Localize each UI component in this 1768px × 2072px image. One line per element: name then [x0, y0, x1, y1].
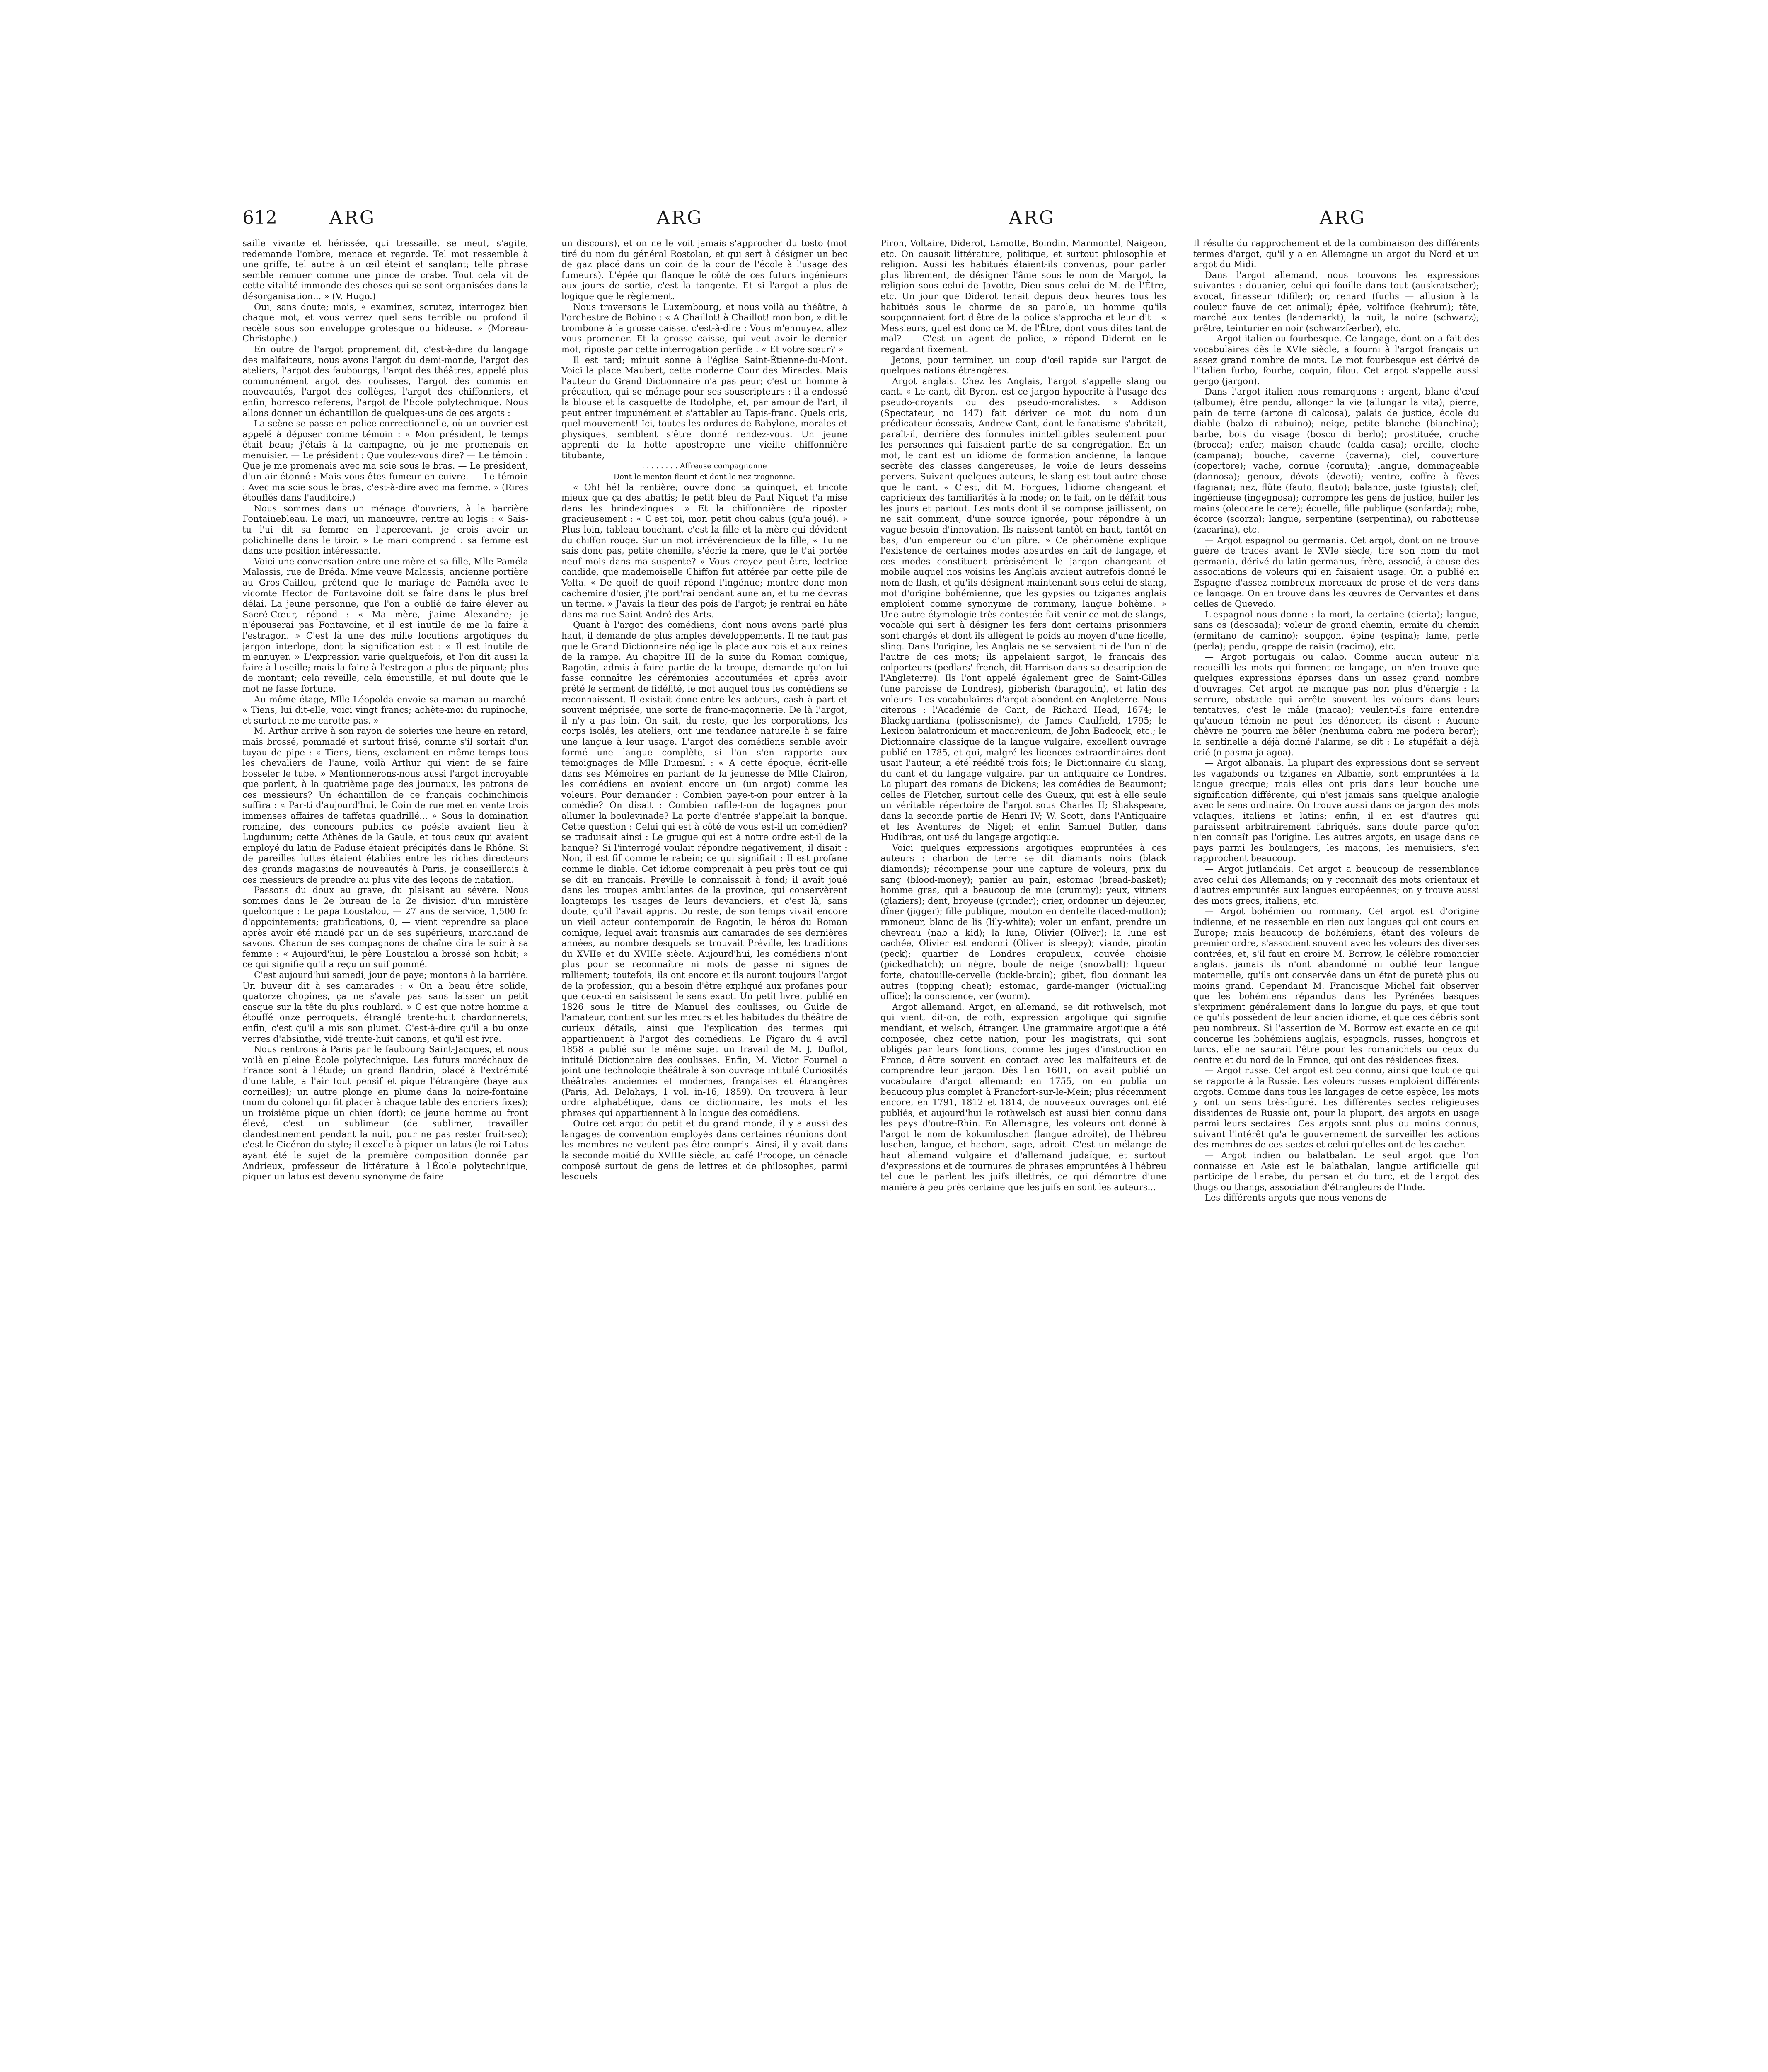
paragraph: Dans l'argot italien nous remarquons : argent, blanc d'œuf (albume); être pendu, allonger la vie (allungar la vita); pierre, pain de terre (artone di calcosa), palais de justice, école du diable (balzo di rabuino); neige, petite blanche (bianchina); barbe, bois du visage (bosco di berlo); prostituée, cruche (brocca); enfer, maison chaude (calda casa); oreille, cloche (campana); bouche, caverne (caverna); ciel, couverture (copertore); vache, cornue (cornuta); langue, dommageable (dannosa); genoux, dévots (devoti); ventre, coffre à fèves (fagiana); nez, flûte (fauto, flauto); balance, juste (giusta); clef, ingénieuse (ingegnosa); corrompre les gens de justice, huiler les mains (oleccare le cere); écuelle, fille publique (sonfarda); robe, écorce (scorza); langue, serpentine (serpentina), ou rabotteuse (zacarina), etc. [1193, 387, 1479, 535]
paragraph: Il est tard; minuit sonne à l'église Saint-Étienne-du-Mont. Voici la place Maubert, cette moderne Cour des Miracles. Mais l'auteur du Grand Dictionnaire n'a pas peur; c'est un homme à précaution, qui se ménage pour ses souscripteurs : il a endossé la blouse et la casquette de Rodolphe, et, par amour de l'art, il peut entrer impunément et s'attabler au Tapis-franc. Quels cris, quel mouvement! Ici, toutes les ordures de Babylone, morales et physiques, semblent s'être donné rendez-vous. Un jeune apprenti de la hotte apostrophe une vieille chiffonnière titubante, [561, 355, 847, 460]
paragraph: Passons du doux au grave, du plaisant au sévère. Nous sommes dans le 2e bureau de la 2e division d'un ministère quelconque : Le papa Loustalou, — 27 ans de service, 1,500 fr. d'appointements; gratifications, 0, — vient reprendre sa place après avoir été mandé par un de ses supérieurs, marchand de savons. Chacun de ses compagnons de chaîne dira le soir à sa femme : « Aujourd'hui, le père Loustalou a brossé son habit; » ce qui signifie qu'il a reçu un suif pommé. [242, 885, 528, 970]
paragraph: Piron, Voltaire, Diderot, Lamotte, Boindin, Marmontel, Naigeon, etc. On causait littérature, politique, et surtout philosophie et religion. Aussi les habitués étaient-ils convenus, pour parler plus librement, de désigner l'âme sous le nom de Margot, la religion sous celui de Javotte, Dieu sous celui de M. de l'Être, etc. Un jour que Diderot tenait depuis deux heures tous les habitués sous le charme de sa parole, un homme qu'ils soupçonnaient fort d'être de la police s'approcha et leur dit : « Messieurs, quel est donc ce M. de l'Être, dont vous dites tant de mal? — C'est un agent de police, » répond Diderot en le regardant fixement. [880, 238, 1166, 354]
paragraph: — Argot italien ou fourbesque. Ce langage, dont on a fait des vocabulaires dès le XVIe siècle, a fourni à l'argot français un assez grand nombre de mots. Le mot fourbesque est dérivé de l'italien furbo, fourbe, coquin, filou. Cet argot s'appelle aussi gergo (jargon). [1193, 334, 1479, 386]
paragraph: — Argot russe. Cet argot est peu connu, ainsi que tout ce qui se rapporte à la Russie. Les voleurs russes emploient différents argots. Comme dans tous les langages de cette espèce, les mots y ont un sens très-figuré. Les différentes sectes religieuses dissidentes de Russie ont, pour la plupart, des argots en usage parmi leurs sectaires. Ces argots sont plus ou moins connus, suivant l'intérêt qu'a le gouvernement de surveiller les actions des membres de ces sectes et celui qu'elles ont de les cacher. [1193, 1065, 1479, 1150]
paragraph: « Oh! hé! la rentière; ouvre donc ta quinquet, et tricote mieux que ça des abattis; le petit bleu de Paul Niquet t'a mise dans les brindezingues. » Et la chiffonnière de riposter gracieusement : « C'est toi, mon petit chou cabus (qu'a joué). » Plus loin, tableau touchant, c'est la fille et la mère qui dévident du chiffon rouge. Sur un mot irrévérencieux de la fille, « Tu ne sais donc pas, petite chenille, s'écrie la mère, que le t'ai portée neuf mois dans ma suspente? » Vous croyez peut-être, lectrice candide, que mademoiselle Chiffon fut attérée par cette pile de Volta. « De quoi! de quoi! répond l'ingénue; montre donc mon cachemire d'osier, j'te port'rai pendant aune an, et tu me devras un terme. » J'avais la fleur des pois de l'argot; je rentrai en hâte dans ma rue Saint-André-des-Arts. [561, 482, 847, 620]
paragraph: — Argot espagnol ou germania. Cet argot, dont on ne trouve guère de traces avant le XVIe siècle, tire son nom du mot germania, dérivé du latin germanus, frère, associé, à cause des associations de voleurs qui en faisaient usage. On a publié en Espagne d'assez nombreux morceaux de prose et de vers dans ce langage. On en trouve dans les œuvres de Cervantes et dans celles de Quevedo. [1193, 535, 1479, 609]
paragraph: Nous sommes dans un ménage d'ouvriers, à la barrière Fontainebleau. Le mari, un manœuvre, rentre au logis : « Sais-tu l'ui dit sa femme en l'apercevant, je crois avoir un polichinelle dans le tiroir. » Le mari comprend : sa femme est dans une position intéressante. [242, 503, 528, 556]
paragraph: — Argot portugais ou calao. Comme aucun auteur n'a recueilli les mots qui forment ce langage, on n'en trouve que quelques expressions éparses dans un assez grand nombre d'ouvrages. Cet argot ne manque pas non plus d'énergie : la serrure, obstacle qui arrête souvent les voleurs dans leurs tentatives, c'est le mâle (macao); veulent-ils faire entendre qu'aucun témoin ne peut les dénoncer, ils disent : Aucune chèvre ne pourra me bêler (nenhuma cabra me podera berar); la sentinelle a déjà donné l'alarme, se dit : Le stupéfait a déjà crié (o pasma ja agoa). [1193, 652, 1479, 758]
paragraph: Voici une conversation entre une mère et sa fille, Mlle Paméla Malassis, rue de Bréda. Mme veuve Malassis, ancienne portière au Gros-Caillou, prétend que le mariage de Paméla avec le vicomte Hector de Fontavoine doit se faire dans le plus bref délai. La jeune personne, que l'on a oublié de faire élever au Sacré-Cœur, répond : « Ma mère, j'aime Alexandre; je n'épouserai pas Fontavoine, et il est inutile de me la faire à l'estragon. » C'est là une des mille locutions argotiques du jargon interlope, dont la signification est : « Il est inutile de m'ennuyer. » L'expression varie quelquefois, et l'on dit aussi la faire à l'oseille; mais la faire à l'estragon a plus de piquant; plus de montant; cela réveille, cela émoustille, et nul doute que le mot ne fasse fortune. [242, 556, 528, 694]
paragraph: — Argot jutlandais. Cet argot a beaucoup de ressemblance avec celui des Allemands; on y reconnaît des mots orientaux et d'autres empruntés aux langues européennes; on y trouve aussi des mots grecs, italiens, etc. [1193, 864, 1479, 906]
paragraph: un discours), et on ne le voit jamais s'approcher du tosto (mot tiré du nom du général Rostolan, et qui sert à désigner un bec de gaz placé dans un coin de la cour de l'école à l'usage des fumeurs). L'épée qui flanque le côté de ces futurs ingénieurs aux jours de sortie, c'est la tangente. Et si l'argot a plus de logique que le règlement. [561, 238, 847, 301]
paragraph: Jetons, pour terminer, un coup d'œil rapide sur l'argot de quelques nations étrangères. [880, 355, 1166, 376]
paragraph: — Argot albanais. La plupart des expressions dont se servent les vagabonds ou tziganes en Albanie, sont empruntées à la langue grecque; mais elles ont pris dans leur bouche une signification différente, qui n'est jamais sans quelque analogie avec le sens ordinaire. On trouve aussi dans ce jargon des mots valaques, italiens et latins; enfin, il en est d'autres qui paraissent arbitrairement fabriqués, sans doute parce qu'on n'en connaît pas l'origine. Les autres argots, en usage dans ce pays parmi les boulangers, les maçons, les menuisiers, s'en rapprochent beaucoup. [1193, 758, 1479, 864]
paragraph: Au même étage, Mlle Léopolda envoie sa maman au marché. « Tiens, lui dit-elle, voici vingt francs; achète-moi du rupinoche, et surtout ne me carotte pas. » [242, 694, 528, 726]
page-number: 612 [242, 207, 277, 228]
paragraph: Outre cet argot du petit et du grand monde, il y a aussi des langages de convention employés dans certaines réunions dont les membres ne veulent pas être compris. Ainsi, il y avait dans la seconde moitié du XVIIIe siècle, au café Procope, un cénacle composé surtout de gens de lettres et de philosophes, parmi lesquels [561, 1118, 847, 1182]
paragraph: Argot allemand. Argot, en allemand, se dit rothwelsch, mot qui vient, dit-on, de roth, expression argotique qui signifie mendiant, et welsch, étranger. Une grammaire argotique a été composée, chez cette nation, pour les magistrats, qui sont obligés par leurs fonctions, comme les juges d'instruction en France, d'être souvent en contact avec les malfaiteurs et de comprendre leur jargon. Dès l'an 1601, on avait publié un vocabulaire d'argot allemand; en 1755, on en publia un beaucoup plus complet à Francfort-sur-le-Mein; plus récemment encore, en 1791, 1812 et 1814, de nouveaux ouvrages ont été publiés, et aujourd'hui le rothwelsch est aussi bien connu dans les pays d'outre-Rhin. En Allemagne, les voleurs ont donné à l'argot le nom de kokumloschen (langue adroite), de l'hébreu loschen, langue, et hachom, sage, adroit. C'est un mélange de haut allemand vulgaire et d'allemand judaïque, et surtout d'expressions et de tournures de phrases empruntées à l'hébreu tel que le parlent les juifs illettrés, ce qui démontre d'une manière à peu près certaine que les juifs en sont les auteurs... [880, 1002, 1166, 1192]
verse-line: Dont le menton fleurit et dont le nez trognonne. [613, 472, 796, 482]
paragraph: Nous traversons le Luxembourg, et nous voilà au théâtre, à l'orchestre de Bobino : « A Chaillot! à Chaillot! mon bon, » dit le trombone à la grosse caisse, c'est-à-dire : Vous m'ennuyez, allez vous promener. Et la grosse caisse, qui veut avoir le dernier mot, riposte par cette interrogation perfide : « Et votre sœur? » [561, 302, 847, 354]
text-column-1 [242, 238, 528, 1535]
paragraph: L'espagnol nous donne : la mort, la certaine (cierta); langue, sans os (desosada); voleur de grand chemin, ermite du chemin (ermitano de camino); soupçon, épine (espina); lame, perle (perla); pendu, grappe de raisin (racimo), etc. [1193, 609, 1479, 651]
text-column-3 [880, 238, 1166, 1535]
paragraph: — Argot bohémien ou rommany. Cet argot est d'origine indienne, et ne ressemble en rien aux langues qui ont cours en Europe; mais beaucoup de bohémiens, étant des voleurs de premier ordre, s'associent souvent avec les voleurs des diverses contrées, et, s'il faut en croire M. Borrow, le célèbre romancier anglais, jamais ils n'ont abandonné ni oublié leur langue maternelle, qu'ils ont conservée dans un état de pureté plus ou moins grand. Cependant M. Francisque Michel fait observer que les bohémiens répandus dans les Pyrénées basques s'expriment généralement dans la langue du pays, et que tout ce qu'ils possèdent de leur ancien idiome, et que ces débris sont peu nombreux. Si l'assertion de M. Borrow est exacte en ce qui concerne les bohémiens anglais, espagnols, russes, hongrois et turcs, elle ne saurait l'être pour les romanichels ou ceux du centre et du nord de la France, qui ont des résidences fixes. [1193, 906, 1479, 1065]
verse-line: . . . . . . . . Affreuse compagnonne [642, 462, 767, 471]
text-column-2 [561, 238, 847, 1535]
paragraph: Il résulte du rapprochement et de la combinaison des différents termes d'argot, qu'il y a en Allemagne un argot du Nord et un argot du Midi. [1193, 238, 1479, 270]
paragraph: Argot anglais. Chez les Anglais, l'argot s'appelle slang ou cant. « Le cant, dit Byron, est ce jargon hypocrite à l'usage des pseudo-croyants ou des pseudo-moralistes. » Addison (Spectateur, no 147) fait dériver ce mot du nom d'un prédicateur écossais, Andrew Cant, dont le fanatisme s'abritait, paraît-il, derrière des formules inintelligibles seulement pour les personnes qui faisaient partie de sa congrégation. En un mot, le cant est un idiome de formation ancienne, la langue secrète des classes dangereuses, le voile de leurs desseins pervers. Suivant quelques auteurs, le slang est tout autre chose que le cant. « C'est, dit M. Forgues, l'idiome changeant et capricieux des familiarités à la mode; on le fait, on le défait tous les jours et partout. Les mots dont il se compose jaillissent, on ne sait comment, d'une source ignorée, pour répondre à un vague besoin d'innovation. Ils naissent tantôt en haut, tantôt en bas, d'un empereur ou d'un pître. » Ce phénomène explique l'existence de certaines modes absurdes en fait de langage, et ces modes constituent précisément le jargon changeant et mobile auquel nos voisins les Anglais avaient autrefois donné le nom de flash, et qu'ils désignent maintenant sous celui de slang, mot d'origine bohémienne, que les gypsies ou tziganes anglais emploient comme synonyme de rommany, langue bohème. » Une autre étymologie très-contestée fait venir ce mot de slangs, vocable qui sert à désigner les fers dont certains prisonniers sont chargés et dont ils allègent le poids au moyen d'une ficelle, sling. Dans l'origine, les Anglais ne se servaient ni de l'un ni de l'autre de ces mots; ils appelaient sargot, le français des colporteurs (pedlars' french, dit Harrison dans sa description de l'Angleterre). Ils l'ont appelé également grec de Saint-Gilles (une paroisse de Londres), gibberish (baragouin), et latin des voleurs. Les vocabulaires d'argot abondent en Angleterre. Nous citerons : l'Académie de Cant, de Richard Head, 1674; le Blackguardiana (polissonisme), de James Caulfield, 1795; le Lexicon balatronicum et macaronicum, de John Badcock, etc.; le Dictionnaire classique de la langue vulgaire, excellent ouvrage publié en 1785, et qui, malgré les licences extraordinaires dont usait l'auteur, a été réédité trois fois; le Dictionnaire du slang, du cant et du langage vulgaire, par un antiquaire de Londres. La plupart des romans de Dickens; les comédies de Beaumont; celles de Fletcher, surtout celle des Gueux, qui est à elle seule un véritable répertoire de l'argot sous Charles II; Shakspeare, dans la seconde partie de Henri IV; W. Scott, dans l'Antiquaire et les Aventures de Nigel; et enfin Samuel Butler, dans Hudibras, ont usé du langage argotique. [880, 376, 1166, 842]
paragraph: — Argot indien ou balatbalan. Le seul argot que l'on connaisse en Asie est le balatbalan, langue artificielle qui participe de l'arabe, du persan et du turc, et de l'argot des thugs ou thangs, association d'étrangleurs de l'Inde. [1193, 1150, 1479, 1192]
page-header [242, 207, 1487, 232]
paragraph: La scène se passe en police correctionnelle, où un ouvrier est appelé à déposer comme témoin : « Mon président, le temps était beau; j'étais à la campagne, où je me promenais en menuisier. — Le président : Que voulez-vous dire? — Le témoin : Que je me promenais avec ma scie sous le bras. — Le président, d'un air étonné : Mais vous êtes fumeur en cuivre. — Le témoin : Avec ma scie sous le bras, c'est-à-dire avec ma femme. » (Rires étouffés dans l'auditoire.) [242, 419, 528, 503]
text-column-4 [1193, 238, 1479, 1233]
paragraph: C'est aujourd'hui samedi, jour de paye; montons à la barrière. Un buveur dit à ses camarades : « On a beau être solide, quatorze chopines, ça ne s'avale pas sans laisser un petit casque sur la tête du plus roublard. » C'est que notre homme a étouffé onze perroquets, étranglé trente-huit chardonnerets; enfin, c'est qu'il a mis son plumet. C'est-à-dire qu'il a bu onze verres d'absinthe, vidé trente-huit canons, et qu'il est ivre. [242, 970, 528, 1044]
running-head: ARG [329, 207, 376, 228]
paragraph: saille vivante et hérissée, qui tressaille, se meut, s'agite, redemande l'ombre, menace et regarde. Tel mot ressemble à une griffe, tel autre à un œil éteint et sanglant; telle phrase semble remuer comme une pince de crabe. Tout cela vit de cette vitalité immonde des choses qui se sont organisées dans la désorganisation... » (V. Hugo.) [242, 238, 528, 301]
paragraph: M. Arthur arrive à son rayon de soieries une heure en retard, mais brossé, pommadé et surtout frisé, comme s'il sortait d'un tuyau de pipe : « Tiens, tiens, exclament en même temps tous les chevaliers de l'aune, voilà Arthur qui vient de se faire bosseler le tube. » Mentionnerons-nous aussi l'argot incroyable que parlent, à la quatrième page des journaux, les patrons de ces messieurs? Un échantillon de ce français cochinchinois suffira : « Par-ti d'aujourd'hui, le Coin de rue met en vente trois immenses affaires de taffetas quadrillé... » Sous la domination romaine, des concours publics de poésie avaient lieu à Lugdunum; cette Athènes de la Gaule, et tous ceux qui avaient employé du latin de Paduse étaient précipités dans le Rhône. Si de pareilles luttes étaient établies entre les riches directeurs des grands magasins de nouveautés à Paris, je conseillerais à ces messieurs de prendre au plus vite des leçons de natation. [242, 726, 528, 885]
paragraph: Nous rentrons à Paris par le faubourg Saint-Jacques, et nous voilà en pleine École polytechnique. Les futurs maréchaux de France sont à l'étude; un grand flandrin, placé à l'extrémité d'une table, a l'air tout pensif et pique l'étrangère (baye aux corneilles); un autre plonge en plume dans la noire-fontaine (nom du colonel qui fit placer à chaque table des encriers fixes); un troisième pique un chien (dort); ce jeune homme au front élevé, c'est un sublimeur (de sublimer, travailler clandestinement pendant la nuit, pour ne pas rester fruit-sec); c'est le Cicéron du style; il excelle à piquer un latus (le roi Latus ayant été le sujet de la première composition donnée par Andrieux, professeur de littérature à l'École polytechnique, piquer un latus est devenu synonyme de faire [242, 1044, 528, 1182]
paragraph: Voici quelques expressions argotiques empruntées à ces auteurs : charbon de terre se dit diamants noirs (black diamonds); récompense pour une capture de voleurs, prix du sang (blood-money); panier au pain, estomac (bread-basket); homme gras, qui a beaucoup de mie (crummy); yeux, vitriers (glaziers); dent, broyeuse (grinder); crier, ordonner un déjeuner, dîner (jigger); fille publique, mouton en dentelle (laced-mutton); ramoneur, blanc de lis (lily-white); voler un enfant, prendre un chevreau (nab a kid); la lune, Olivier (Oliver); la lune est cachée, Olivier est endormi (Oliver is sleepy); viande, picotin (peck); quartier de Londres crapuleux, couvée choisie (pickedhatch); un nègre, boule de neige (snowball); liqueur forte, chatouille-cervelle (tickle-brain); gibet, flou donnant les autres (topping cheat); estomac, garde-manger (victualling office); la conscience, ver (worm). [880, 842, 1166, 1002]
paragraph: En outre de l'argot proprement dit, c'est-à-dire du langage des malfaiteurs, nous avons l'argot du demi-monde, l'argot des ateliers, l'argot des faubourgs, l'argot des théâtres, appelé plus communément argot des coulisses, l'argot des commis en nouveautés, l'argot des collèges, l'argot des chiffonniers, et enfin, horresco referens, l'argot de l'École polytechnique. Nous allons donner un échantillon de quelques-uns de ces argots : [242, 344, 528, 418]
paragraph: Quant à l'argot des comédiens, dont nous avons parlé plus haut, il demande de plus amples développements. Il ne faut pas que le Grand Dictionnaire néglige la place aux rois et aux reines de la rampe. Au chapitre III de la suite du Roman comique, Ragotin, admis à faire partie de la troupe, demande qu'on lui fasse connaître les cérémonies accoutumées et après avoir prêté le serment de fidélité, le mot auquel tous les comédiens se reconnaissent. Il existait donc entre les acteurs, cash à part et souvent méprisée, une sorte de franc-maçonnerie. De là l'argot, il n'y a pas loin. On sait, du reste, que les corporations, les corps isolés, les ateliers, ont une tendance naturelle à se faire une langue à leur usage. L'argot des comédiens semble avoir formé une langue complète, si l'on s'en rapporte aux témoignages de Mlle Dumesnil : « A cette époque, écrit-elle dans ses Mémoires en parlant de la jeunesse de Mlle Clairon, les comédiens en avaient encore un (un argot) comme les voleurs. Pour demander : Combien paye-t-on pour entrer à la comédie? On disait : Combien rafile-t-on de logagnes pour allumer la boulevinade? La porte d'entrée s'appelait la banque. Cette question : Celui qui est à côté de vous est-il un comédien? se traduisait ainsi : Le grugue qui est à notre ordre est-il de la banque? Si l'interrogé voulait répondre négativement, il disait : Non, il est fif comme le rabein; ce qui signifiait : Il est profane comme le diable. Cet idiome comprenait à peu près tout ce qui se dit en français. Préville le connaissait à fond; il avait joué dans les troupes ambulantes de la province, qui conservèrent longtemps les usages de leurs devanciers, et c'est là, sans doute, qu'il l'avait appris. Du reste, de son temps vivait encore un vieil acteur contemporain de Ragotin, le héros du Roman comique, lequel avait transmis aux camarades de ses dernières années, au nombre desquels se trouvait Préville, les traditions du XVIIe et du XVIIIe siècle. Aujourd'hui, les comédiens n'ont plus pour se reconnaître ni mots de passe ni signes de ralliement; toutefois, ils ont encore et ils auront toujours l'argot de la profession, qui a besoin d'être expliqué aux profanes pour que ceux-ci en saisissent le sens exact. Un petit livre, publié en 1826 sous le titre de Manuel des coulisses, ou Guide de l'amateur, contient sur les mœurs et les habitudes du théâtre de curieux détails, ainsi que l'explication des termes qui appartiennent à l'argot des comédiens. Le Figaro du 4 avril 1858 a publié sur le même sujet un travail de M. J. Duflot, intitulé Dictionnaire des coulisses. Enfin, M. Victor Fournel a joint une technologie théâtrale à son ouvrage intitulé Curiosités théâtrales anciennes et modernes, françaises et étrangères (Paris, Ad. Delahays, 1 vol. in-16, 1859). On trouvera à leur ordre alphabétique, dans ce dictionnaire, les mots et les phrases qui appartiennent à la langue des comédiens. [561, 620, 847, 1118]
paragraph: Oui, sans doute; mais, « examinez, scrutez, interrogez bien chaque mot, et vous verrez quel sens terrible ou profond il recèle sous son enveloppe grotesque ou hideuse. » (Moreau-Christophe.) [242, 302, 528, 344]
running-head: ARG [1320, 207, 1367, 228]
paragraph: Les différents argots que nous venons de [1205, 1193, 1387, 1203]
running-head: ARG [657, 207, 704, 228]
paragraph: Dans l'argot allemand, nous trouvons les expressions suivantes : douanier, celui qui fouille dans tout (auskratscher); avocat, finasseur (difiler); or, renard (fuchs — allusion à la couleur fauve de cet animal); épée, voltiface (kehrum); tête, marché aux tentes (landemarkt); la nuit, la noire (schwarz); prêtre, teinturier en noir (schwarzfærber), etc. [1193, 270, 1479, 333]
running-head: ARG [1009, 207, 1056, 228]
